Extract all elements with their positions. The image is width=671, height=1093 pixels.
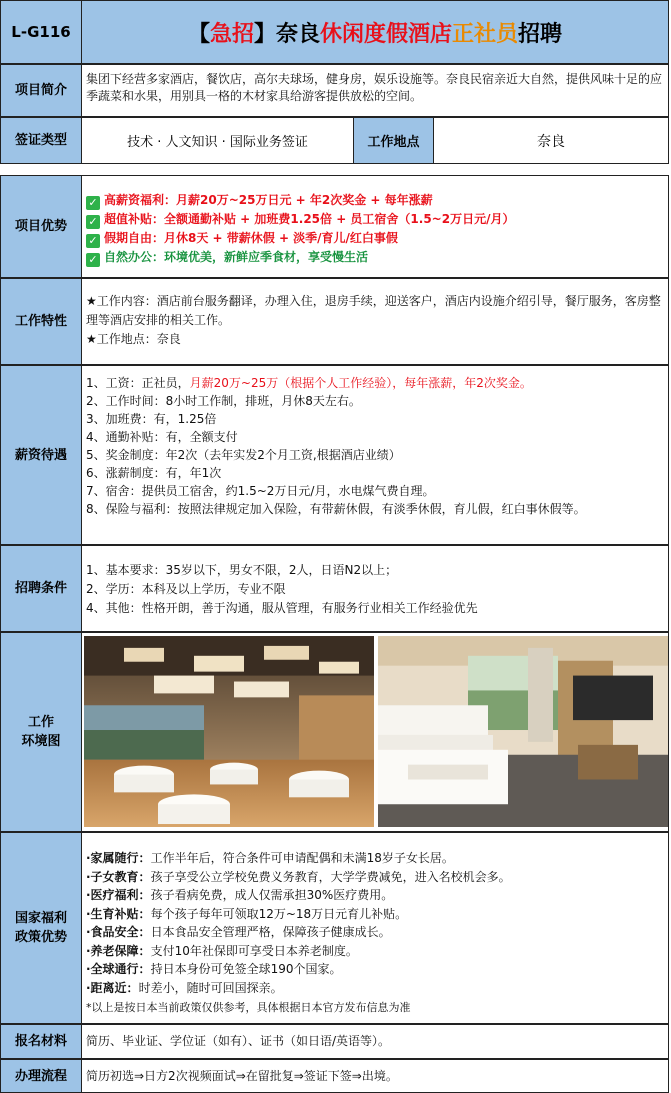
header-row <box>0 0 671 64</box>
title-location: 奈良 <box>275 21 320 47</box>
process-label: 办理流程 <box>0 1059 82 1093</box>
visa-value-cell <box>82 117 354 164</box>
requirements-content <box>82 545 669 632</box>
advantages-label: 项目优势 <box>0 175 82 278</box>
advantages-row <box>0 175 671 278</box>
advantage-text: 假期自由：月休8天 + 带薪休假 + 淡季/育儿/红白事假 <box>104 231 398 245</box>
guestroom-photo <box>378 636 668 827</box>
requirement-line: 2、学历：本科及以上学历，专业不限 <box>86 582 286 596</box>
requirement-line: 1、基本要求：35岁以下，男女不限，2人，日语N2以上； <box>86 563 398 577</box>
title-bracket-close: 】 <box>253 21 276 47</box>
policy-item-text: 每个孩子每年可领取12万~18万日元育儿补贴。 <box>150 906 408 921</box>
policy-item-text: 工作半年后，符合条件可申请配偶和未满18岁子女长居。 <box>150 851 454 865</box>
policy-row <box>0 832 671 1024</box>
policy-label-line: 政策优势 <box>14 930 67 945</box>
salary-line: 3、加班费：有，1.25倍 <box>86 412 217 426</box>
materials-content <box>82 1024 669 1059</box>
checkmark-icon: ✓ <box>86 253 100 267</box>
advantage-text: 高薪资福利：月薪20万~25万日元 + 年2次奖金 + 每年涨薪 <box>104 193 433 207</box>
features-location-text: ★工作地点：奈良 <box>86 332 181 346</box>
location-label-cell <box>354 117 434 164</box>
title-hotel: 休闲度假酒店 <box>320 21 453 47</box>
policy-item-title: ·生育补贴： <box>86 906 151 921</box>
policy-item-text: 时差小，随时可回国探亲。 <box>138 980 283 995</box>
salary-row <box>0 365 671 545</box>
policy-content <box>82 832 669 1024</box>
policy-label <box>0 832 82 1024</box>
policy-item <box>86 905 664 924</box>
policy-item-text: 支付10年社保即可享受日本养老制度。 <box>150 943 358 958</box>
advantages-content <box>82 175 669 278</box>
intro-label: 项目简介 <box>0 64 82 117</box>
salary-highlight: 月薪20万~25万（根据个人工作经验），每年涨薪，年2次奖金。 <box>189 376 532 390</box>
process-text: 简历初选⇒日方2次视频面试⇒在留批复⇒签证下签⇒出境。 <box>86 1068 398 1083</box>
title-urgent: 急招 <box>209 21 254 47</box>
salary-content <box>82 365 669 545</box>
environment-row <box>0 632 671 832</box>
intro-content <box>82 64 669 117</box>
requirement-line: 4、其他：性格开朗，善于沟通，服从管理，有服务行业相关工作经验优先 <box>86 601 478 615</box>
policy-note: *以上是按日本当前政策仅供参考，具体根据日本官方发布信息为准 <box>86 1001 411 1014</box>
requirements-row <box>0 545 671 632</box>
advantage-item <box>86 229 664 248</box>
title-employee: 正社员 <box>452 21 519 47</box>
environment-label-line: 工作 <box>27 715 54 730</box>
advantage-item <box>86 191 664 210</box>
materials-row <box>0 1024 671 1059</box>
salary-line: 7、宿舍：提供员工宿舍，约1.5~2万日元/月，水电煤气费自理。 <box>86 484 435 498</box>
policy-item <box>86 960 664 979</box>
requirements-label: 招聘条件 <box>0 545 82 632</box>
advantage-text: 超值补贴：全额通勤补贴 + 加班费1.25倍 + 员工宿舍（1.5~2万日元/月） <box>104 212 515 226</box>
visa-label: 签证类型 <box>0 117 82 164</box>
process-content <box>82 1059 669 1093</box>
checkmark-icon: ✓ <box>86 196 100 210</box>
salary-line-prefix: 1、工资：正社员， <box>86 376 190 390</box>
policy-item-title: ·距离近： <box>86 980 139 995</box>
environment-content <box>82 632 669 832</box>
salary-line <box>86 374 664 392</box>
materials-text: 简历、毕业证、学位证（如有）、证书（如日语/英语等）。 <box>86 1034 391 1048</box>
features-content-text: ★工作内容：酒店前台服务翻译，办理入住，退房手续，迎送客户，酒店内设施介绍引导，餐厅服务，客房整理等酒店安排的相关工作。 <box>86 294 661 327</box>
policy-item <box>86 868 664 887</box>
page-title <box>188 17 562 48</box>
features-content <box>82 278 669 365</box>
policy-item-text: 孩子看病免费，成人仅需承担30%医疗费用。 <box>150 888 394 902</box>
environment-label <box>0 632 82 832</box>
features-row <box>0 278 671 365</box>
salary-line: 6、涨薪制度：有，年1次 <box>86 466 222 480</box>
environment-label-line: 环境图 <box>21 734 61 749</box>
policy-item-text: 日本食品安全管理严格，保障孩子健康成长。 <box>150 925 391 939</box>
restaurant-photo <box>84 636 374 827</box>
checkmark-icon: ✓ <box>86 234 100 248</box>
salary-label: 薪资待遇 <box>0 365 82 545</box>
intro-text: 集团下经营多家酒店，餐饮店，高尔夫球场，健身房，娱乐设施等。奈良民宿亲近大自然，提供风味十足的应季蔬菜和水果，用别具一格的木材家具给游客提供放松的空间。 <box>86 72 663 103</box>
policy-item <box>86 942 664 961</box>
page-title-cell <box>82 0 669 64</box>
policy-item-title: ·医疗福利： <box>86 888 151 902</box>
location-label: 工作地点 <box>367 135 420 150</box>
policy-label-line: 国家福利 <box>14 911 67 926</box>
materials-label: 报名材料 <box>0 1024 82 1059</box>
job-code-cell <box>0 0 82 64</box>
salary-line: 2、工作时间：8小时工作制，排班，月休8天左右。 <box>86 394 361 408</box>
policy-item-title: ·养老保障： <box>86 943 151 958</box>
title-bracket-open: 【 <box>187 21 210 47</box>
visa-row <box>0 117 671 164</box>
process-row <box>0 1059 671 1093</box>
policy-item-title: ·食品安全： <box>86 925 151 939</box>
location-value-cell <box>434 117 669 164</box>
visa-value: 技术 · 人文知识 · 国际业务签证 <box>127 135 308 150</box>
checkmark-icon: ✓ <box>86 215 100 229</box>
policy-item-text: 持日本身份可免签全球190个国家。 <box>150 962 342 976</box>
job-code: L-G116 <box>11 23 71 41</box>
advantage-text: 自然办公：环境优美，新鲜应季食材，享受慢生活 <box>104 250 369 264</box>
advantage-item <box>86 210 664 229</box>
salary-line: 8、保险与福利：按照法律规定加入保险，有带薪休假，有淡季休假，育儿假，红白事休假等。 <box>86 502 586 516</box>
intro-row <box>0 64 671 117</box>
policy-item-text: 孩子享受公立学校免费义务教育，大学学费减免，进入名校机会多。 <box>150 869 511 884</box>
policy-item <box>86 923 664 942</box>
salary-line: 5、奖金制度：年2次（去年实发2个月工资,根据酒店业绩） <box>86 448 401 462</box>
policy-item <box>86 979 664 998</box>
features-label: 工作特性 <box>0 278 82 365</box>
advantage-item <box>86 248 664 267</box>
policy-item-title: ·全球通行： <box>86 962 151 976</box>
policy-item-title: ·子女教育： <box>86 869 151 884</box>
title-hiring: 招聘 <box>518 21 563 47</box>
salary-line: 4、通勤补贴：有，全额支付 <box>86 430 238 444</box>
policy-item-title: ·家属随行： <box>86 851 151 865</box>
location-value: 奈良 <box>537 133 565 150</box>
policy-item <box>86 886 664 905</box>
policy-item <box>86 849 664 868</box>
